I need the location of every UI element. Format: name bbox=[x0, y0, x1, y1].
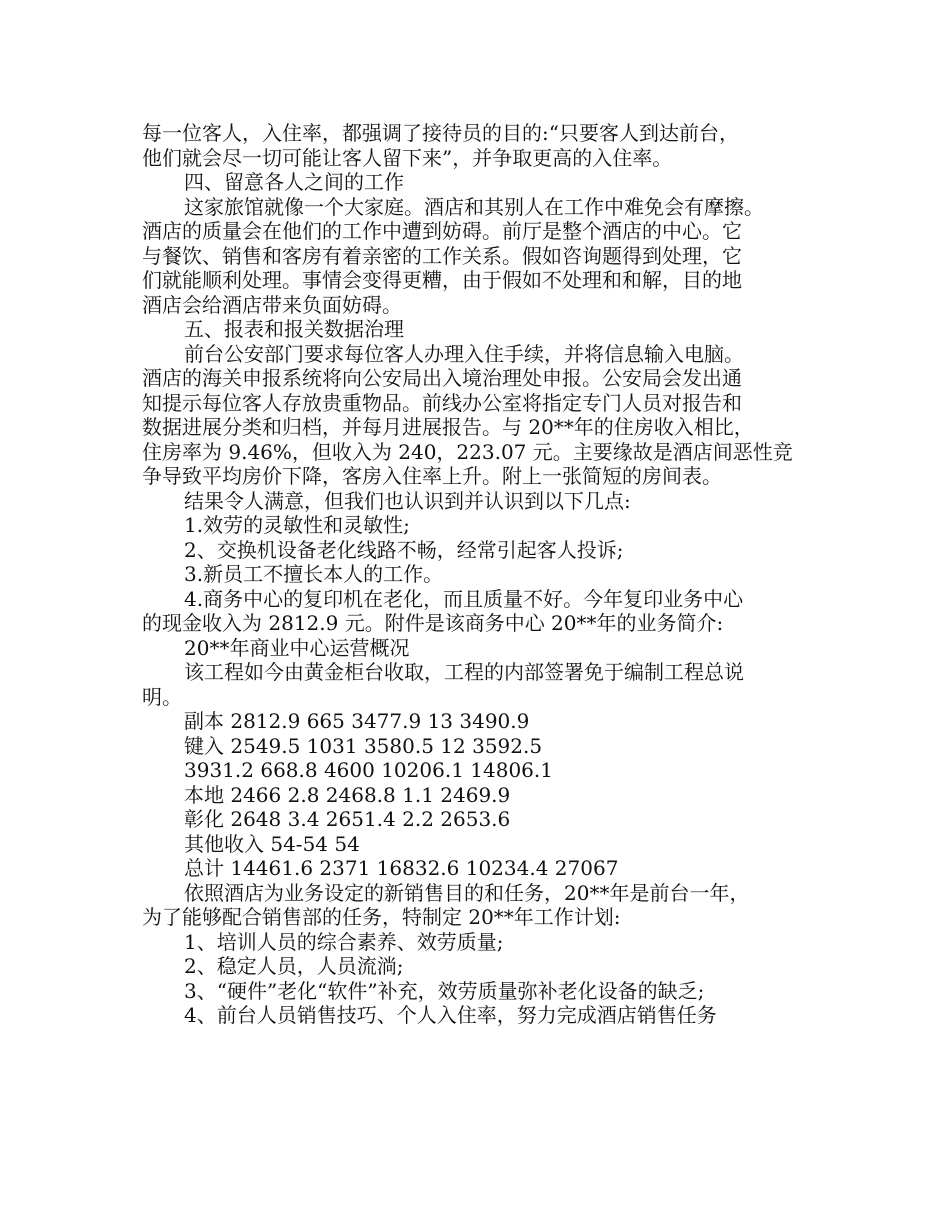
text-line: 键入 2549.5 1031 3580.5 12 3592.5 bbox=[184, 733, 543, 758]
text-line: 依照酒店为业务设定的新销售目的和任务，20**年是前台一年， bbox=[184, 880, 750, 905]
text-line: 每一位客人，入住率，都强调了接待员的目的:“只要客人到达前台， bbox=[142, 121, 739, 145]
text-line: 知提示每位客人存放贵重物品。前线办公室将指定专门人员对报告和 bbox=[142, 390, 742, 415]
text-line: 前台公安部门要求每位客人办理入住手续，并将信息输入电脑。 bbox=[184, 341, 744, 366]
text-line: 他们就会尽一切可能让客人留下来”，并争取更高的入住率。 bbox=[142, 145, 673, 170]
text-line: 副本 2812.9 665 3477.9 13 3490.9 bbox=[184, 709, 530, 733]
text-line: 们就能顺利处理。事情会变得更糟，由于假如不处理和和解，目的地 bbox=[142, 268, 742, 292]
text-line: 3、“硬件”老化“软件”补充，效劳质量弥补老化设备的缺乏; bbox=[184, 978, 705, 1003]
text-line: 1、培训人员的综合素养、效劳质量; bbox=[184, 929, 504, 954]
text-line: 这家旅馆就像一个大家庭。酒店和其别人在工作中难免会有摩擦。 bbox=[184, 194, 764, 219]
text-line: 结果令人满意，但我们也认识到并认识到以下几点: bbox=[184, 488, 631, 513]
text-line: 2、交换机设备老化线路不畅，经常引起客人投诉; bbox=[184, 537, 624, 562]
text-line: 酒店的质量会在他们的工作中遭到妨碍。前厅是整个酒店的中心。它 bbox=[142, 219, 742, 243]
text-line: 2、稳定人员，人员流淌; bbox=[184, 954, 404, 978]
text-line: 1.效劳的灵敏性和灵敏性; bbox=[184, 513, 410, 537]
text-line: 四、留意各人之间的工作 bbox=[184, 170, 404, 194]
text-line: 酒店的海关申报系统将向公安局出入境治理处申报。公安局会发出通 bbox=[142, 366, 742, 390]
text-line: 4.商务中心的复印机在老化，而且质量不好。今年复印业务中心 bbox=[184, 586, 744, 611]
document-body bbox=[142, 121, 832, 1028]
text-line: 其他收入 54-54 54 bbox=[184, 831, 360, 856]
text-line: 总计 14461.6 2371 16832.6 10234.4 27067 bbox=[184, 856, 619, 880]
text-line: 五、报表和报关数据治理 bbox=[184, 317, 404, 341]
text-line: 3.新员工不擅长本人的工作。 bbox=[184, 562, 444, 586]
text-line: 酒店会给酒店带来负面妨碍。 bbox=[142, 292, 402, 317]
text-line: 明。 bbox=[142, 684, 182, 709]
text-line: 与餐饮、销售和客房有着亲密的工作关系。假如咨询题得到处理，它 bbox=[142, 243, 742, 268]
text-line: 为了能够配合销售部的任务，特制定 20**年工作计划: bbox=[142, 905, 621, 929]
text-line: 20**年商业中心运营概况 bbox=[184, 635, 410, 660]
text-line: 数据进展分类和归档，并每月进展报告。与 20**年的住房收入相比， bbox=[142, 415, 754, 439]
text-line: 本地 2466 2.8 2468.8 1.1 2469.9 bbox=[184, 782, 511, 807]
text-line: 的现金收入为 2812.9 元。附件是该商务中心 20**年的业务简介: bbox=[142, 611, 724, 635]
text-line: 住房率为 9.46%，但收入为 240，223.07 元。主要缘故是酒店间恶性竞 bbox=[142, 439, 793, 464]
text-line: 4、前台人员销售技巧、个人入住率，努力完成酒店销售任务 bbox=[184, 1003, 717, 1027]
text-line: 3931.2 668.8 4600 10206.1 14806.1 bbox=[184, 758, 553, 782]
text-line: 争导致平均房价下降，客房入住率上升。附上一张简短的房间表。 bbox=[142, 464, 722, 488]
text-line: 该工程如今由黄金柜台收取，工程的内部签署免于编制工程总说 bbox=[184, 660, 744, 684]
text-line: 彰化 2648 3.4 2651.4 2.2 2653.6 bbox=[184, 807, 511, 831]
